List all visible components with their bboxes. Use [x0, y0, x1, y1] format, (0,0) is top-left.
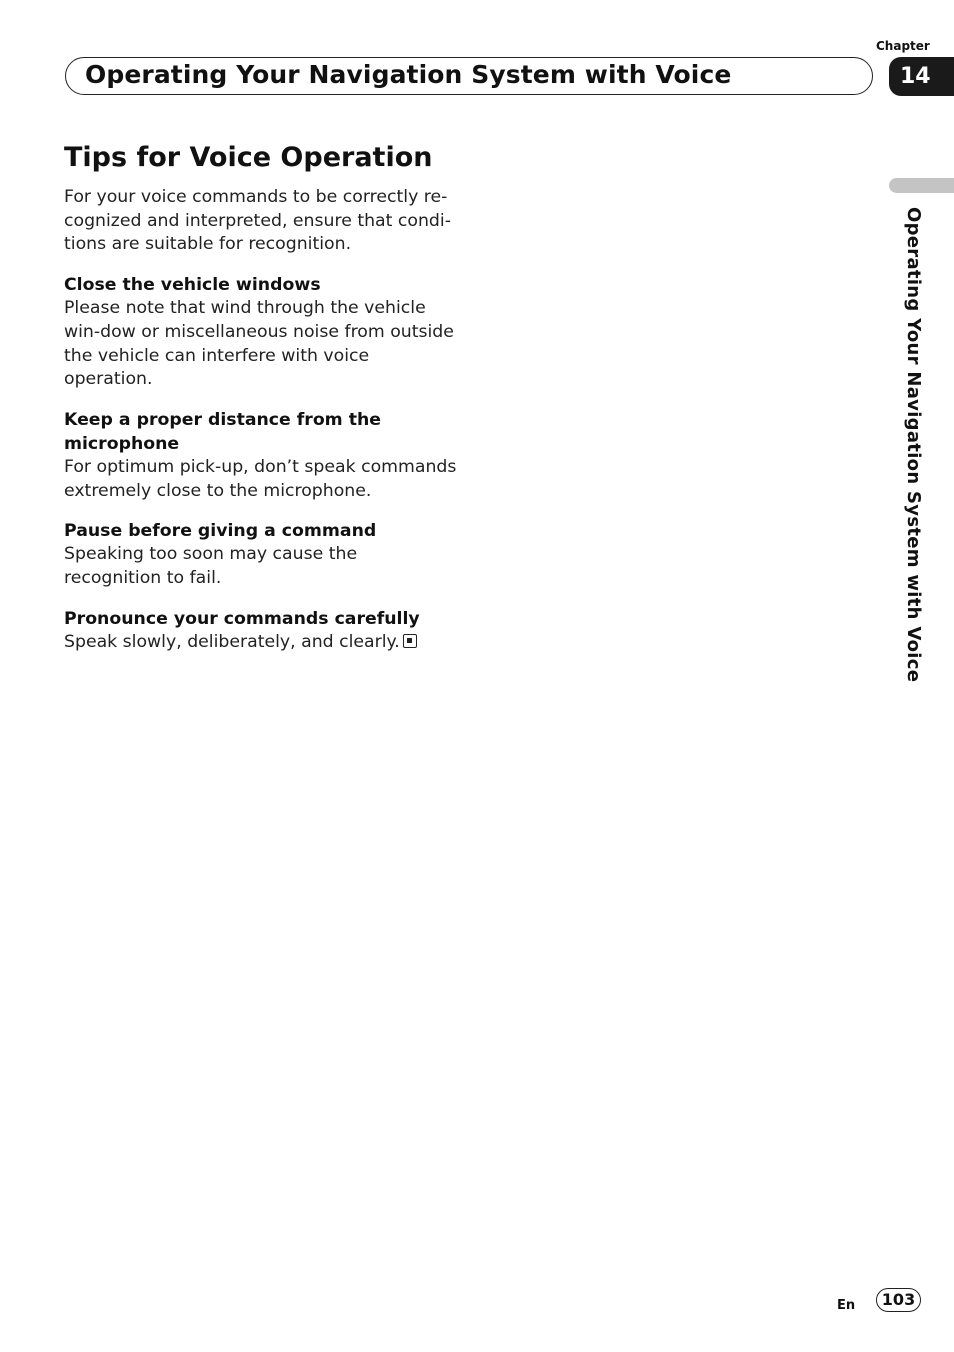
- language-label: En: [837, 1298, 856, 1313]
- section-heading: Close the vehicle windows: [64, 275, 321, 296]
- side-tab-marker: [889, 178, 954, 193]
- chapter-title: Operating Your Navigation System with Voice: [85, 60, 732, 89]
- main-content: [64, 140, 459, 654]
- section-close-windows: [64, 273, 459, 392]
- section-pause-before-command: [64, 519, 459, 590]
- section-body: Speaking too soon may cause the recognition to fail.: [64, 544, 358, 589]
- section-pronounce-carefully: [64, 607, 459, 655]
- section-heading: Pause before giving a command: [64, 521, 377, 542]
- section-body-wrapper: [64, 631, 459, 655]
- chapter-label: Chapter: [876, 39, 930, 53]
- side-tab-text: Operating Your Navigation System with Voice: [903, 207, 924, 683]
- end-of-section-icon: [403, 634, 417, 648]
- section-body: For optimum pick-up, don’t speak commands extremely close to the microphone.: [64, 456, 457, 501]
- chapter-number-badge: 14: [889, 57, 954, 96]
- section-body: Please note that wind through the vehicle win-dow or miscellaneous noise from outside the vehicle can interfere with voice operation.: [64, 298, 454, 390]
- page-number: 103: [876, 1288, 921, 1312]
- page-title: Tips for Voice Operation: [64, 142, 433, 173]
- section-heading: Keep a proper distance from the microphone: [64, 409, 381, 454]
- intro-paragraph: For your voice commands to be correctly re-cognized and interpreted, ensure that condi-tions are suitable for recognition.: [64, 187, 451, 255]
- section-heading: Pronounce your commands carefully: [64, 608, 420, 629]
- section-microphone-distance: [64, 408, 459, 503]
- section-body: Speak slowly, deliberately, and clearly.: [64, 631, 400, 652]
